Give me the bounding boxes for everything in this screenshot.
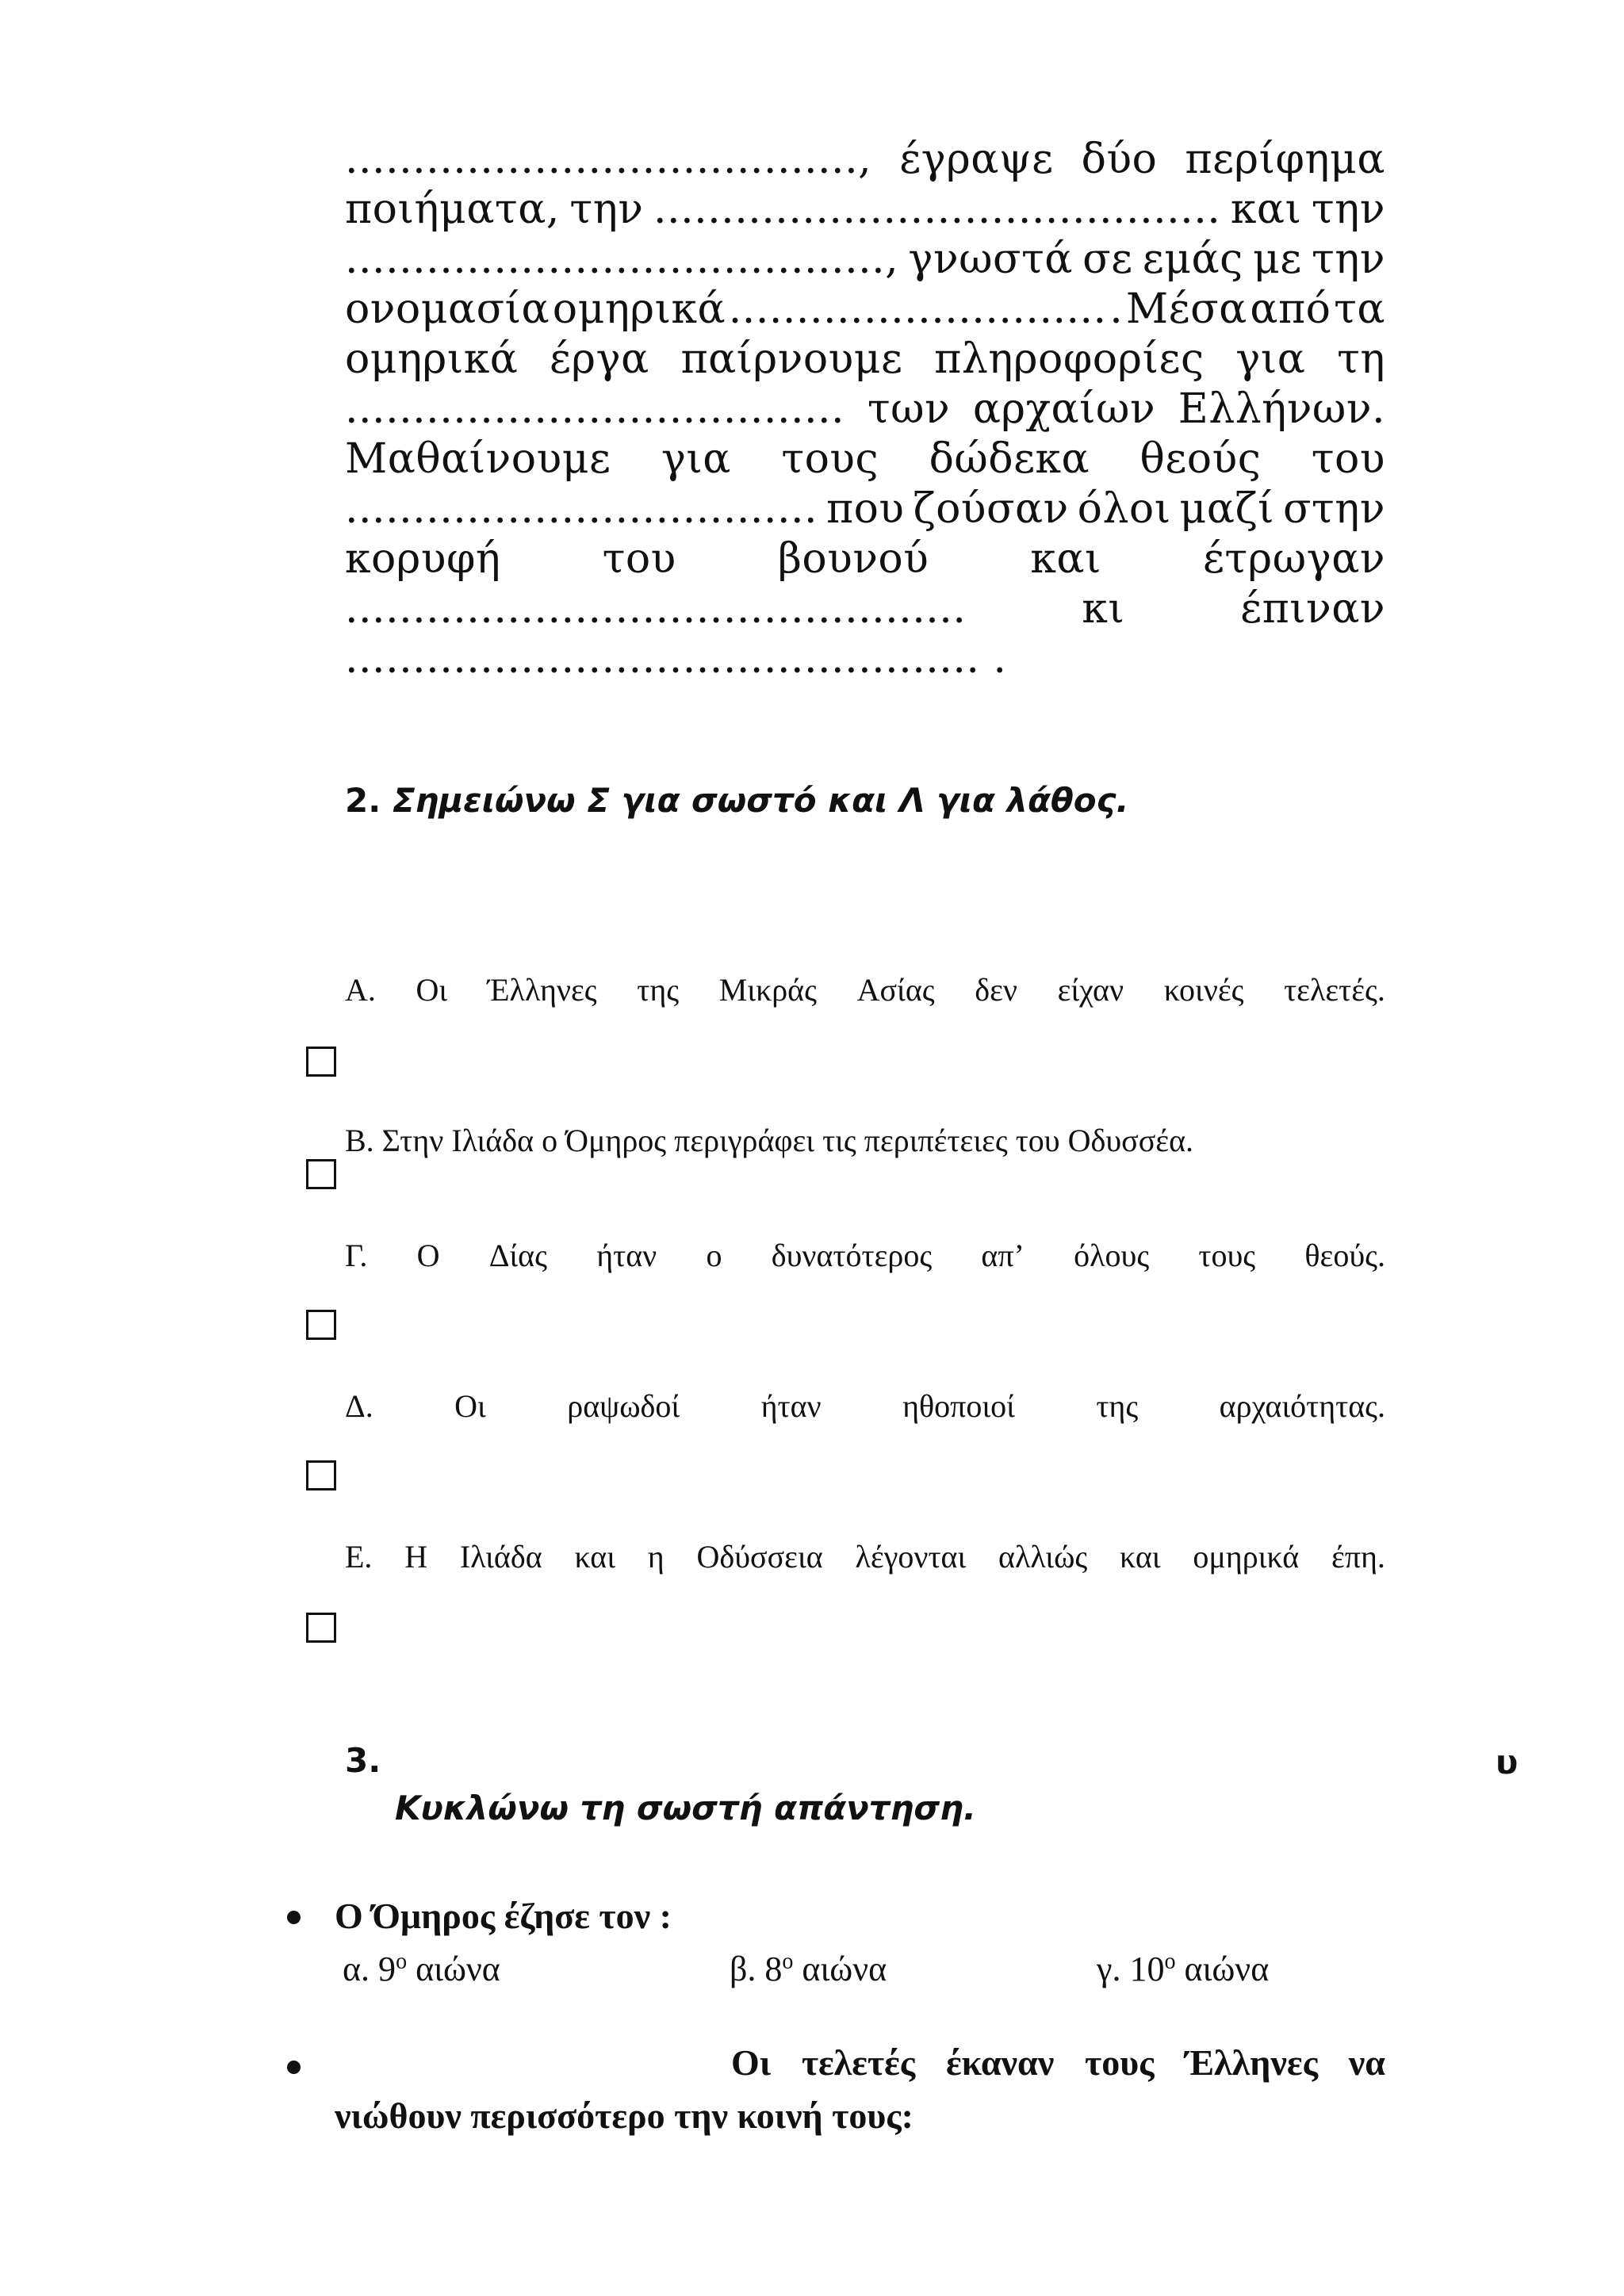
q1-option-a-prefix: α. 9 — [343, 1950, 396, 1988]
statement-word: Γ. — [345, 1238, 368, 1273]
paragraph-line — [345, 285, 1385, 335]
statement-e — [345, 1538, 1385, 1575]
paragraph-line — [345, 235, 1385, 285]
statement-c — [345, 1237, 1385, 1274]
paragraph-word: ζούσαν — [913, 485, 1069, 533]
paragraph-word: Μέσα — [1125, 285, 1247, 333]
statement-word: ηθοποιοί — [902, 1388, 1015, 1424]
paragraph-word: ............................ — [728, 285, 1107, 333]
statement-word: Οι — [454, 1388, 486, 1424]
q1-option-b-suffix: αιώνα — [793, 1950, 887, 1988]
paragraph-word: και — [1230, 186, 1302, 233]
paragraph-word: την — [1311, 235, 1385, 283]
statement-word: ραψωδοί — [567, 1388, 680, 1424]
question-2-word: έκαναν — [945, 2042, 1055, 2083]
paragraph-word: την — [1311, 186, 1385, 233]
paragraph-word: έργα — [550, 335, 649, 383]
paragraph-line — [345, 385, 1385, 434]
statement-word: ήταν — [596, 1238, 657, 1273]
paragraph-word: .............................................. — [345, 585, 967, 633]
paragraph-word: και — [1030, 535, 1101, 583]
fill-in-paragraph — [345, 135, 1385, 684]
section-2-number: 2. — [345, 781, 381, 820]
paragraph-word: από — [1250, 285, 1331, 333]
statement-word: αρχαιότητας. — [1219, 1388, 1385, 1424]
paragraph-word: γνωστά — [908, 235, 1073, 283]
statement-word: Β. Στην Ιλιάδα ο Όμηρος περιγράφει τις περιπέτειες του Οδυσσέα. — [345, 1123, 1194, 1158]
question-2-word: Έλληνες — [1185, 2042, 1318, 2083]
statement-word: της — [1096, 1388, 1139, 1424]
paragraph-word: για — [1235, 335, 1306, 383]
paragraph-word: τη — [1337, 335, 1385, 383]
stray-character: υ — [1496, 1743, 1519, 1781]
paragraph-word: ομηρικά — [552, 285, 726, 333]
q1-option-c[interactable] — [1097, 1949, 1269, 1989]
answer-checkbox-c[interactable] — [306, 1310, 336, 1340]
statement-word: απ’ — [981, 1238, 1025, 1273]
paragraph-word: που — [825, 485, 905, 533]
question-2-line-2: νιώθουν περισσότερο την κοινή τους: — [335, 2095, 914, 2136]
paragraph-word: κορυφή — [345, 535, 501, 583]
paragraph-word: κι — [1082, 585, 1125, 633]
statement-word: τους — [1198, 1238, 1256, 1273]
q1-option-b-prefix: β. 8 — [730, 1950, 783, 1988]
q1-option-a-sup: ο — [396, 1949, 408, 1974]
statement-word: Δίας — [488, 1238, 547, 1273]
statement-a — [345, 971, 1385, 1008]
section-2-heading — [345, 781, 1129, 820]
paragraph-word: Ελλήνων. — [1178, 385, 1385, 433]
statement-word: αλλιώς — [998, 1539, 1088, 1575]
paragraph-word: θεούς — [1139, 435, 1262, 483]
paragraph-word: εμάς — [1142, 235, 1243, 283]
section-3-number — [345, 1741, 381, 1780]
q1-option-a[interactable] — [343, 1949, 500, 1989]
paragraph-line — [345, 185, 1385, 235]
statement-word: ομηρικά — [1193, 1539, 1300, 1575]
paragraph-word: ..................................... — [345, 385, 845, 433]
question-2-word: τους — [1085, 2042, 1155, 2083]
answer-checkbox-a[interactable] — [306, 1047, 336, 1077]
paragraph-word: .......................................... — [653, 186, 1221, 233]
statement-word: Οδύσσεια — [696, 1539, 823, 1575]
paragraph-word: ................................... — [345, 485, 818, 533]
statement-word: Έλληνες — [487, 972, 597, 1008]
statement-word: Η — [404, 1539, 428, 1575]
paragraph-word: έπιναν — [1240, 585, 1385, 633]
paragraph-word: για — [661, 435, 731, 483]
paragraph-word: ........................................, — [345, 235, 899, 283]
paragraph-word: πληροφορίες — [934, 335, 1205, 383]
paragraph-word: . — [1109, 285, 1124, 333]
paragraph-line — [345, 534, 1385, 584]
paragraph-word: σε — [1082, 235, 1133, 283]
statement-word: Ιλιάδα — [459, 1539, 542, 1575]
paragraph-word: τους — [781, 435, 879, 483]
paragraph-word: του — [602, 535, 676, 583]
statement-word: ήταν — [760, 1388, 822, 1424]
paragraph-word: των — [867, 385, 951, 433]
paragraph-word: αρχαίων — [972, 385, 1156, 433]
q1-option-c-prefix: γ. 10 — [1097, 1950, 1165, 1988]
statement-word: Ασίας — [856, 972, 935, 1008]
paragraph-line — [345, 484, 1385, 534]
paragraph-word: Μαθαίνουμε — [345, 435, 611, 483]
paragraph-word: μαζί — [1179, 485, 1275, 533]
paragraph-line — [345, 584, 1385, 634]
question-2-word: τελετές — [801, 2042, 916, 2083]
statement-word: Α. — [345, 972, 376, 1008]
question-2-word: Οι — [731, 2042, 772, 2083]
section-3-title: Κυκλώνω τη σωστή απάντηση. — [395, 1789, 976, 1827]
paragraph-line — [345, 135, 1385, 185]
statement-d — [345, 1387, 1385, 1425]
paragraph-word: του — [1311, 435, 1385, 483]
paragraph-word: βουνού — [777, 535, 929, 583]
q1-option-c-sup: ο — [1164, 1949, 1176, 1974]
statement-word: η — [647, 1539, 665, 1575]
q1-option-c-suffix: αιώνα — [1175, 1950, 1270, 1988]
section-2-title: Σημειώνω Σ για σωστό και Λ για λάθος. — [392, 781, 1129, 820]
statement-word: της — [637, 972, 680, 1008]
paragraph-line — [345, 335, 1385, 385]
statement-word: είχαν — [1057, 972, 1124, 1008]
paragraph-word: περίφημα — [1185, 136, 1385, 183]
paragraph-word: ομηρικά — [345, 335, 519, 383]
answer-checkbox-b[interactable] — [306, 1159, 336, 1189]
question-2-line-1 — [731, 2042, 1385, 2084]
question-1-text: Ο Όμηρος έζησε τον : — [335, 1896, 672, 1936]
statement-word: όλους — [1074, 1238, 1150, 1273]
section-3-number-text: 3. — [345, 1741, 381, 1780]
paragraph-word: δώδεκα — [929, 435, 1090, 483]
statement-word: δυνατότερος — [771, 1238, 933, 1273]
paragraph-word: παίρνουμε — [680, 335, 903, 383]
statement-word: θεούς. — [1304, 1238, 1385, 1273]
statement-word: ο — [706, 1238, 722, 1273]
bullet-q1 — [287, 1911, 301, 1924]
answer-checkbox-e[interactable] — [306, 1613, 336, 1643]
q1-option-a-suffix: αιώνα — [407, 1950, 500, 1988]
statement-word: έπη. — [1331, 1539, 1385, 1575]
paragraph-word: την — [569, 186, 644, 233]
statement-word: τελετές. — [1284, 972, 1385, 1008]
paragraph-word: τα — [1334, 285, 1385, 333]
statement-word: δεν — [975, 972, 1017, 1008]
statement-word: Ο — [416, 1238, 440, 1273]
q1-option-b-sup: ο — [782, 1949, 794, 1974]
paragraph-word: έτρωγαν — [1202, 535, 1385, 583]
statement-word: και — [574, 1539, 615, 1575]
paragraph-word: ποιήματα, — [345, 186, 560, 233]
question-2-word: να — [1348, 2042, 1385, 2083]
paragraph-word: ονομασία — [345, 285, 550, 333]
statement-word: και — [1120, 1539, 1161, 1575]
statement-word: κοινές — [1163, 972, 1244, 1008]
paragraph-word: ......................................, — [345, 136, 872, 183]
q1-option-b[interactable] — [730, 1949, 887, 1989]
paragraph-word: στην — [1282, 485, 1385, 533]
statement-b — [345, 1122, 1385, 1159]
paragraph-line — [345, 434, 1385, 484]
answer-checkbox-d[interactable] — [306, 1460, 336, 1490]
statement-word: Δ. — [345, 1388, 373, 1424]
paragraph-line-last: ............................................... . — [345, 635, 1007, 683]
statement-word: λέγονται — [855, 1539, 967, 1575]
paragraph-word: όλοι — [1077, 485, 1171, 533]
bullet-q2 — [287, 2061, 301, 2074]
statement-word: Ε. — [345, 1539, 373, 1575]
statement-word: Μικράς — [718, 972, 817, 1008]
paragraph-word: με — [1252, 235, 1302, 283]
paragraph-word: δύο — [1081, 136, 1158, 183]
statement-word: Οι — [416, 972, 448, 1008]
paragraph-word: έγραψε — [899, 136, 1054, 183]
